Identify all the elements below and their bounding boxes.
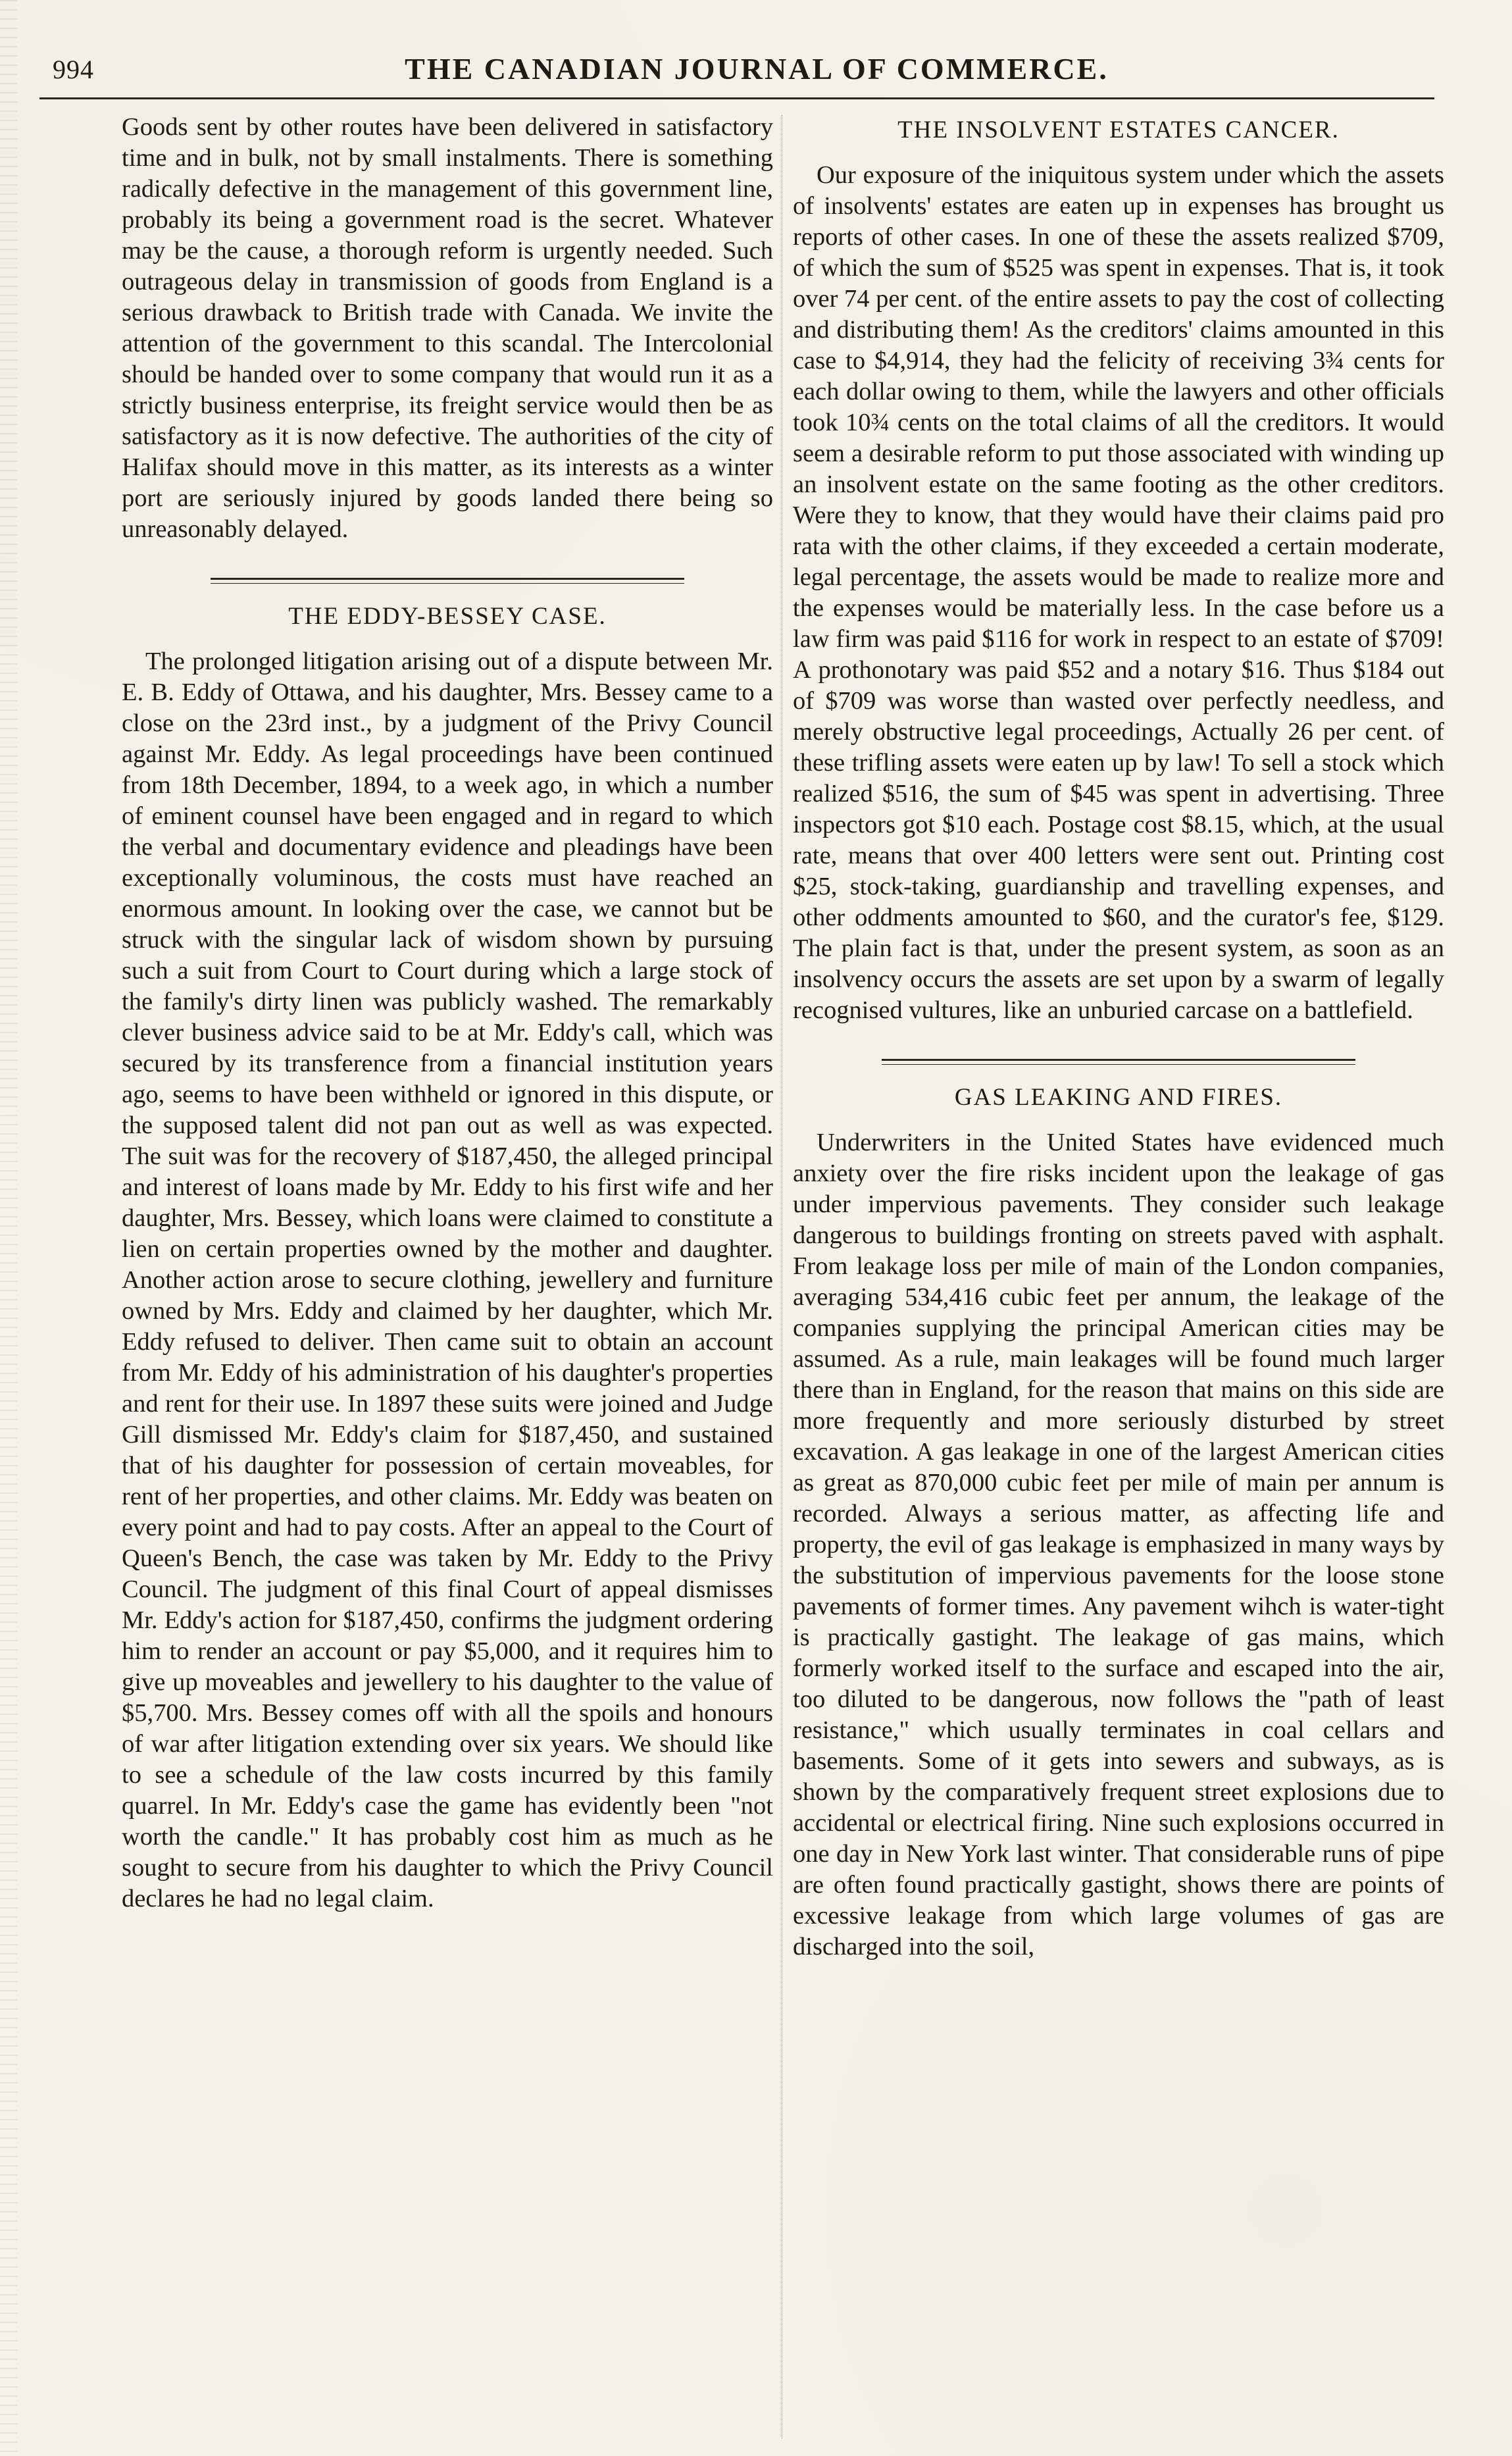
- section-rule: [211, 578, 684, 584]
- section-rule: [882, 1059, 1355, 1065]
- binding-edge: [0, 0, 17, 2456]
- right-column: [793, 112, 1444, 1962]
- article-heading-insolvent-estates: THE INSOLVENT ESTATES CANCER.: [897, 116, 1340, 143]
- page-header: [39, 34, 1474, 100]
- journal-title: THE CANADIAN JOURNAL OF COMMERCE.: [405, 52, 1109, 86]
- left-column: [122, 112, 773, 1914]
- article-body-gas-leaking: Underwriters in the United States have evidenced much anxiety over the fire risks incident upon the leakage of gas under impervious pavements. They consider such leakage dangerous to buildings fronting on streets paved with asphalt. From leakage loss per mile of main of the London companies, averaging 534,416 cubic feet per annum, the leakage of the companies supplying the principal American cities may be assumed. As a rule, main leakages will be found much larger there than in England, for the reason that mains on this side are more frequently and more seriously disturbed by street excavation. A gas leakage in one of the largest American cities as great as 870,000 cubic feet per mile of main per annum is recorded. Always a serious matter, as affecting life and property, the evil of gas leakage is emphasized in many ways by the substitution of impervious pavements for the loose stone pavements of former times. Any pavement wihch is water-tight is practically gastight. The leakage of gas mains, which formerly worked itself to the surface and escaped into the air, too diluted to be dangerous, now follows the "path of least resistance," which usually terminates in coal cellars and basements. Some of it gets into sewers and subways, as is shown by the comparatively frequent street explosions due to accidental or electrical firing. Nine such explosions occurred in one day in New York last winter. That considerable runs of pipe are often found practically gastight, shows there are points of excessive leakage from which large volumes of gas are discharged into the soil,: [793, 1129, 1444, 1960]
- article-body-eddy-bessey: The prolonged litigation arising out of a dispute between Mr. E. B. Eddy of Ottawa, and his daughter, Mrs. Bessey came to a close on the 23rd inst., by a judgment of the Privy Council against Mr. Eddy. As legal proceedings have been continued from 18th December, 1894, to a week ago, in which a number of eminent counsel have been engaged and in regard to which the verbal and documentary evidence and pleadings have been exceptionally voluminous, the costs must have reached an enormous amount. In looking over the case, we cannot but be struck with the singular lack of wisdom shown by pursuing such a suit from Court to Court during which a large stock of the family's dirty linen was publicly washed. The remarkably clever business advice said to be at Mr. Eddy's call, which was secured by its transference from a financial institution years ago, seems to have been withheld or ignored in this dispute, or the supposed talent did not pan out as well as was expected. The suit was for the recovery of $187,450, the alleged principal and interest of loans made by Mr. Eddy to his first wife and her daughter, Mrs. Bessey, which loans were claimed to constitute a lien on certain properties owned by the mother and daughter. Another action arose to secure clothing, jewellery and furniture owned by Mrs. Eddy and claimed by her daughter, which Mr. Eddy refused to deliver. Then came suit to obtain an account from Mr. Eddy of his administration of his daughter's properties and rent for their use. In 1897 these suits were joined and Judge Gill dismissed Mr. Eddy's claim for $187,450, and sustained that of his daughter for possession of certain moveables, for rent of her properties, and other claims. Mr. Eddy was beaten on every point and had to pay costs. After an appeal to the Court of Queen's Bench, the case was taken by Mr. Eddy to the Privy Council. The judgment of this final Court of appeal dismisses Mr. Eddy's action for $187,450, confirms the judgment ordering him to render an account or pay $5,000, and it requires him to give up moveables and jewellery to his daughter to the value of $5,700. Mrs. Bessey comes off with all the spoils and honours of war after litigation extending over six years. We should like to see a schedule of the law costs incurred by this family quarrel. In Mr. Eddy's case the game has evidently been "not worth the candle." It has probably cost him as much as he sought to secure from his daughter to which the Privy Council declares he had no legal claim.: [122, 648, 774, 1912]
- article-heading-gas-leaking: GAS LEAKING AND FIRES.: [954, 1084, 1283, 1111]
- intro-paragraph: Goods sent by other routes have been delivered in satisfactory time and in bulk, not by small instalments. There is something radically defective in the management of this government line, probably its being a government road is the secret. Whatever may be the cause, a thorough reform is urgently needed. Such outrageous delay in transmission of goods from England is a serious drawback to British trade with Canada. We invite the attention of the government to this scandal. The Intercolonial should be handed over to some company that would run it as a strictly business enterprise, its freight service would then be as satisfactory as it is now defective. The authorities of the city of Halifax should move in this matter, as its interests as a winter port are seriously injured by goods landed there being so unreasonably delayed.: [122, 113, 773, 543]
- article-body-insolvent-estates: Our exposure of the iniquitous system under which the assets of insolvents' estates are eaten up in expenses has brought us reports of other cases. In one of these the assets realized $709, of which the sum of $525 was spent in expenses. That is, it took over 74 per cent. of the entire assets to pay the cost of collecting and distributing them! As the creditors' claims amounted in this case to $4,914, they had the felicity of receiving 3¾ cents for each dollar owing to them, while the lawyers and other officials took 10¾ cents on the total claims of all the creditors. It would seem a desirable reform to put those associated with winding up an insolvent estate on the same footing as the other creditors. Were they to know, that they would have their claims paid pro rata with the other claims, if they exceeded a certain moderate, legal percentage, the assets would be made to realize more and the expenses would be materially less. In the case before us a law firm was paid $116 for work in respect to an estate of $709! A prothonotary was paid $52 and a notary $16. Thus $184 out of $709 was worse than wasted over perfectly needless, and merely obstructive legal proceedings, Actually 26 per cent. of these trifling assets were eaten up by law! To sell a stock which realized $516, the sum of $45 was spent in advertising. Three inspectors got $10 each. Postage cost $8.15, which, at the usual rate, means that over 400 letters were sent out. Printing cost $25, stock-taking, guardianship and travelling expenses, and other oddments amounted to $60, and the curator's fee, $129. The plain fact is that, under the present system, as soon as an insolvency occurs the assets are set upon by a swarm of legally recognised vultures, like an unburied carcase on a battlefield.: [793, 161, 1444, 1024]
- article-heading-eddy-bessey: THE EDDY-BESSEY CASE.: [288, 603, 607, 630]
- header-rule: [39, 97, 1434, 99]
- page-number: 994: [53, 55, 94, 84]
